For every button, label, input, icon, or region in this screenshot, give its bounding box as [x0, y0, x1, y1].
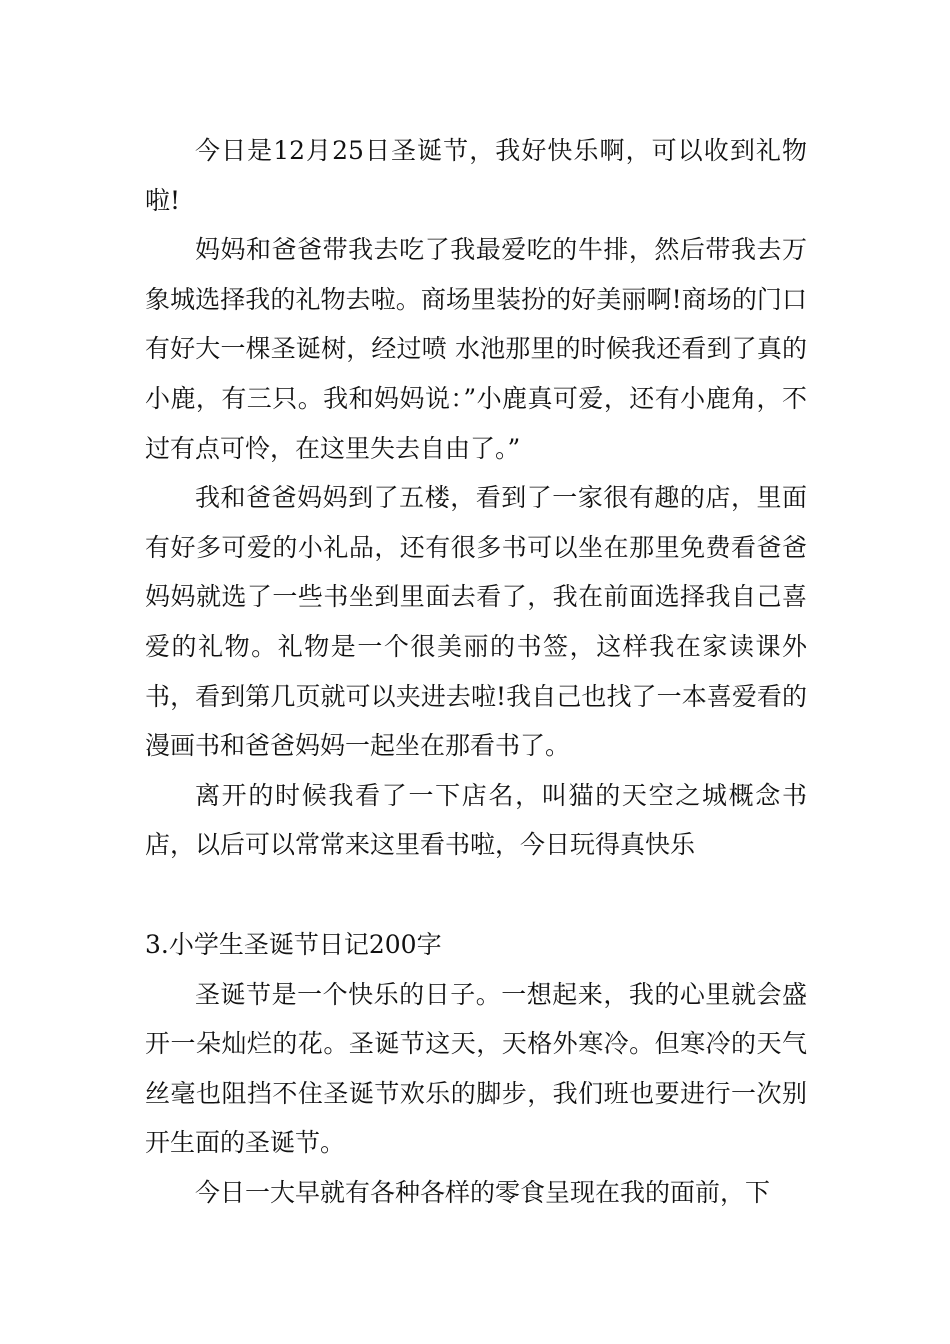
paragraph-leaving: 离开的时候我看了一下店名，叫猫的天空之城概念书店，以后可以常常来这里看书啦，今日玩得真快乐: [145, 780, 807, 860]
paragraph-snacks: 今日一大早就有各种各样的零食呈现在我的面前，下: [195, 1177, 771, 1207]
paragraph-christmas-day: 圣诞节是一个快乐的日子。一想起来，我的心里就会盛开一朵灿烂的花。圣诞节这天，天格外寒冷。但寒冷的天气丝毫也阻挡不住圣诞节欢乐的脚步，我们班也要进行一次别开生面的圣诞节。: [145, 979, 807, 1158]
section-heading: 3.小学生圣诞节日记200字: [145, 929, 442, 959]
paragraph-mall-visit: 妈妈和爸爸带我去吃了我最爱吃的牛排，然后带我去万象城选择我的礼物去啦。商场里装扮的好美丽啊!商场的门口有好大一棵圣诞树，经过喷 水池那里的时候我还看到了真的小鹿，有三只。我和妈妈说：”小鹿真可爱，还有小鹿角，不过有点可怜，在这里失去自由了。”: [145, 235, 807, 463]
document-body: [145, 126, 807, 1217]
paragraph-christmas-gift: 今日是12月25日圣诞节，我好快乐啊，可以收到礼物啦!: [145, 136, 807, 215]
paragraph-bookstore: 我和爸爸妈妈到了五楼，看到了一家很有趣的店，里面有好多可爱的小礼品，还有很多书可以坐在那里免费看爸爸妈妈就选了一些书坐到里面去看了，我在前面选择我自己喜爱的礼物。礼物是一个很美丽的书签，这样我在家读课外书，看到第几页就可以夹进去啦!我自己也找了一本喜爱看的漫画书和爸爸妈妈一起坐在那看书了。: [145, 483, 807, 761]
